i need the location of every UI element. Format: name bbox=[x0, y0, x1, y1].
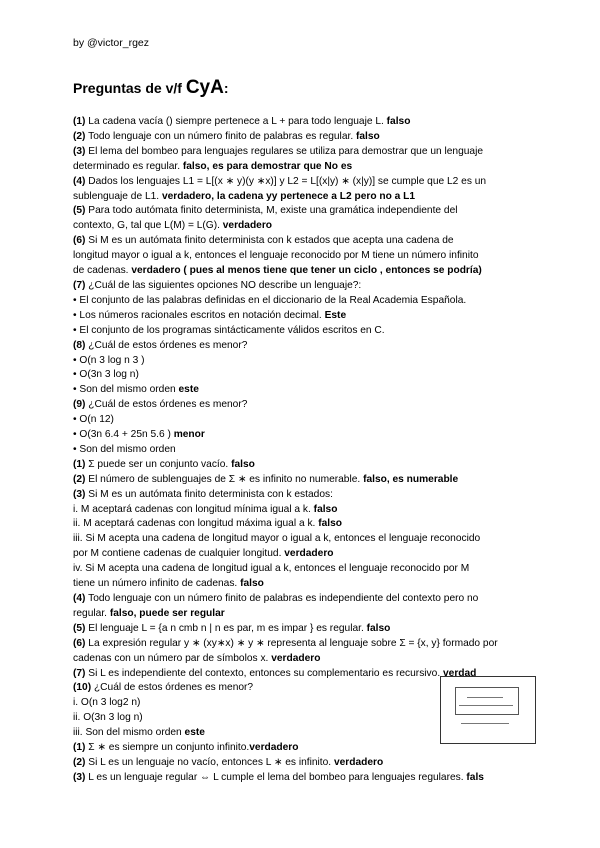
question-text: determinado es regular. bbox=[73, 160, 183, 172]
answer-text: falso bbox=[355, 130, 380, 142]
text-line bbox=[73, 458, 531, 473]
question-number: (2) bbox=[73, 473, 86, 485]
question-number: (8) bbox=[73, 339, 86, 351]
text-line bbox=[73, 354, 531, 369]
text-line bbox=[73, 175, 531, 190]
embedded-thumbnail-image bbox=[440, 676, 536, 744]
question-text: La cadena vacía () siempre pertenece a L + para todo lenguaje L. bbox=[85, 116, 387, 127]
question-number: (1) bbox=[73, 742, 86, 754]
text-line bbox=[73, 279, 531, 294]
question-text: ¿Cuál de estos órdenes es menor? bbox=[91, 682, 254, 694]
question-number: (9) bbox=[73, 399, 86, 411]
text-line bbox=[73, 607, 531, 622]
text-line bbox=[73, 503, 531, 518]
answer-text: menor bbox=[173, 429, 205, 441]
page-title bbox=[73, 77, 229, 99]
text-line bbox=[73, 726, 433, 741]
question-text: Si M es un autómata finito determinista con k estados que acepta una cadena de bbox=[85, 235, 454, 247]
answer-text: falso, es numerable bbox=[363, 473, 459, 485]
text-line bbox=[73, 339, 531, 354]
text-line bbox=[73, 637, 531, 652]
question-number: (6) bbox=[73, 637, 86, 649]
answer-text: verdadero bbox=[222, 220, 273, 232]
question-text: ¿Cuál de las siguientes opciones NO describe un lenguaje?: bbox=[85, 279, 362, 291]
answer-text: Este bbox=[324, 309, 347, 321]
question-text: cadenas con un número par de símbolos x. bbox=[73, 652, 272, 664]
answer-text: verdadero bbox=[271, 652, 321, 664]
question-text: Dados los lenguajes L1 = L[(x ∗ y)(y ∗x)] y L2 = L[(x|y) ∗ (x|y)] se cumple que L2 es un bbox=[85, 175, 487, 187]
answer-text: verdadero, la cadena yy pertenece a L2 pero no a L1 bbox=[161, 190, 416, 202]
text-line bbox=[73, 443, 531, 458]
question-number: (5) bbox=[73, 622, 86, 634]
question-number: (7) bbox=[73, 279, 86, 291]
question-text: • El conjunto de las palabras definidas en el diccionario de la Real Academia Española. bbox=[73, 294, 467, 306]
text-line bbox=[73, 398, 531, 413]
thumbnail-text-line bbox=[461, 723, 509, 724]
question-number: (4) bbox=[73, 593, 86, 604]
text-line bbox=[73, 488, 531, 503]
text-line bbox=[73, 756, 433, 771]
text-line bbox=[73, 562, 531, 577]
question-text: Σ puede ser un conjunto vacío. bbox=[85, 458, 232, 470]
question-number: (7) bbox=[73, 667, 86, 679]
question-text: • O(n 12) bbox=[73, 414, 114, 426]
question-text: Para todo autómata finito determinista, M, existe una gramática independiente del bbox=[85, 205, 458, 217]
thumbnail-text-line bbox=[467, 697, 503, 698]
question-text: Si L es un lenguaje no vacío, entonces L ∗ es infinito. bbox=[85, 756, 334, 768]
text-line bbox=[73, 741, 433, 756]
title-prefix: Preguntas de v/f bbox=[73, 80, 186, 96]
answer-text: falso, puede ser regular bbox=[109, 607, 225, 619]
question-text: Si M es un autómata finito determinista con k estados: bbox=[85, 488, 333, 500]
text-line bbox=[73, 264, 531, 279]
question-text: iii. Si M acepta una cadena de longitud mayor o igual a k, entonces el lenguaje reconocido bbox=[73, 533, 481, 545]
answer-text: falso bbox=[240, 578, 264, 590]
answer-text: falso bbox=[313, 503, 338, 515]
question-number: (2) bbox=[73, 130, 86, 142]
text-line bbox=[73, 160, 531, 175]
question-text: • Los números racionales escritos en notación decimal. bbox=[73, 309, 325, 321]
question-text: • Son del mismo orden bbox=[73, 443, 176, 455]
question-number: (3) bbox=[73, 771, 86, 783]
answer-text: falso, es para demostrar que No es bbox=[182, 160, 353, 172]
question-text: i. O(n 3 log2 n) bbox=[73, 697, 141, 709]
question-text: tiene un número infinito de cadenas. bbox=[73, 578, 241, 590]
text-line bbox=[73, 249, 531, 264]
question-text: regular. bbox=[73, 607, 110, 619]
title-suffix: : bbox=[223, 80, 229, 96]
question-text: La expresión regular y ∗ (xy∗x) ∗ y ∗ representa al lenguaje sobre Σ = {x, y} formado por bbox=[85, 637, 498, 649]
question-text: iii. Son del mismo orden bbox=[73, 727, 185, 739]
question-text: ¿Cuál de estos órdenes es menor? bbox=[85, 399, 248, 411]
question-number: (4) bbox=[73, 175, 86, 187]
text-line bbox=[73, 681, 433, 696]
question-text: L es un lenguaje regular ⇔ L cumple el lema del bombeo para lenguajes regulares. bbox=[85, 771, 467, 783]
question-text: ii. M aceptará cadenas con longitud máxima igual a k. bbox=[73, 518, 319, 530]
thumbnail-frame bbox=[455, 687, 519, 715]
text-line bbox=[73, 428, 531, 443]
text-line bbox=[73, 413, 531, 428]
question-number: (3) bbox=[73, 145, 86, 157]
question-text: por M contiene cadenas de cualquier longitud. bbox=[73, 548, 285, 560]
question-text: El lema del bombeo para lenguajes regulares se utiliza para demostrar que un lenguaje bbox=[85, 145, 484, 157]
text-line bbox=[73, 532, 531, 547]
text-line bbox=[73, 145, 531, 160]
text-line bbox=[73, 622, 531, 637]
answer-text: verdadero ( pues al menos tiene que tener un ciclo , entonces se podría) bbox=[131, 265, 482, 277]
question-text: contexto, G, tal que L(M) = L(G). bbox=[73, 220, 223, 232]
question-text: ii. O(3n 3 log n) bbox=[73, 712, 143, 724]
text-line bbox=[73, 517, 531, 532]
text-line bbox=[73, 592, 531, 607]
question-text: • O(n 3 log n 3 ) bbox=[73, 354, 145, 366]
question-number: (5) bbox=[73, 205, 86, 217]
answer-text: falso bbox=[318, 518, 342, 530]
text-line bbox=[73, 383, 531, 398]
question-text: de cadenas. bbox=[73, 265, 132, 277]
question-text: longitud mayor o igual a k, entonces el lenguaje reconocido por M tiene un número infinito bbox=[73, 250, 479, 262]
answer-text: verdad bbox=[442, 667, 477, 679]
text-line bbox=[73, 219, 531, 234]
question-text: i. M aceptará cadenas con longitud mínima igual a k. bbox=[73, 503, 314, 515]
text-line bbox=[73, 711, 433, 726]
text-line bbox=[73, 204, 531, 219]
question-text: • Son del mismo orden bbox=[73, 384, 179, 396]
question-text: Todo lenguaje con un número finito de palabras es independiente del contexto pero no bbox=[85, 593, 479, 604]
question-text: ¿Cuál de estos órdenes es menor? bbox=[85, 339, 248, 351]
question-number: (3) bbox=[73, 488, 86, 500]
question-text: sublenguaje de L1. bbox=[73, 190, 162, 202]
text-line bbox=[73, 190, 531, 205]
text-line bbox=[73, 234, 531, 249]
answer-text: falso bbox=[386, 116, 411, 127]
question-number: (2) bbox=[73, 756, 86, 768]
answer-text: verdadero bbox=[249, 742, 299, 754]
answer-text: fals bbox=[466, 771, 484, 783]
text-line bbox=[73, 324, 531, 339]
answer-text: falso bbox=[366, 622, 391, 634]
question-text: El número de sublenguajes de Σ ∗ es infinito no numerable. bbox=[85, 473, 364, 485]
question-text: Σ ∗ es siempre un conjunto infinito. bbox=[85, 742, 250, 754]
text-line bbox=[73, 368, 531, 383]
answer-text: falso bbox=[231, 458, 255, 470]
answer-text: verdadero bbox=[333, 756, 384, 768]
question-text: Si L es independiente del contexto, entonces su complementario es recursivo. bbox=[85, 667, 443, 679]
question-text: • O(3n 6.4 + 25n 5.6 ) bbox=[73, 429, 174, 441]
answer-text: este bbox=[184, 727, 205, 739]
title-cya: CyA bbox=[185, 77, 224, 98]
text-line bbox=[73, 652, 531, 667]
text-line bbox=[73, 696, 433, 711]
text-line bbox=[73, 473, 531, 488]
thumbnail-text-line bbox=[459, 705, 513, 706]
question-text: • O(3n 3 log n) bbox=[73, 369, 139, 381]
question-number: (6) bbox=[73, 235, 86, 247]
question-text: iv. Si M acepta una cadena de longitud igual a k, entonces el lenguaje reconocido por M bbox=[73, 563, 470, 575]
text-line bbox=[73, 294, 531, 309]
answer-text: este bbox=[178, 384, 199, 396]
text-line bbox=[73, 577, 531, 592]
answer-text: verdadero bbox=[284, 548, 334, 560]
question-number: (1) bbox=[73, 458, 86, 470]
text-line bbox=[73, 130, 531, 145]
text-line bbox=[73, 309, 531, 324]
text-line bbox=[73, 547, 531, 562]
question-text: Todo lenguaje con un número finito de palabras es regular. bbox=[85, 130, 356, 142]
question-text: El lenguaje L = {a n cmb n | n es par, m es impar } es regular. bbox=[85, 622, 367, 634]
question-number: (1) bbox=[73, 116, 86, 127]
text-line bbox=[73, 115, 531, 130]
author-credit: by @victor_rgez bbox=[73, 37, 150, 49]
question-number: (10) bbox=[73, 682, 92, 694]
question-text: • El conjunto de los programas sintácticamente válidos escritos en C. bbox=[73, 324, 385, 336]
text-line bbox=[73, 771, 531, 786]
